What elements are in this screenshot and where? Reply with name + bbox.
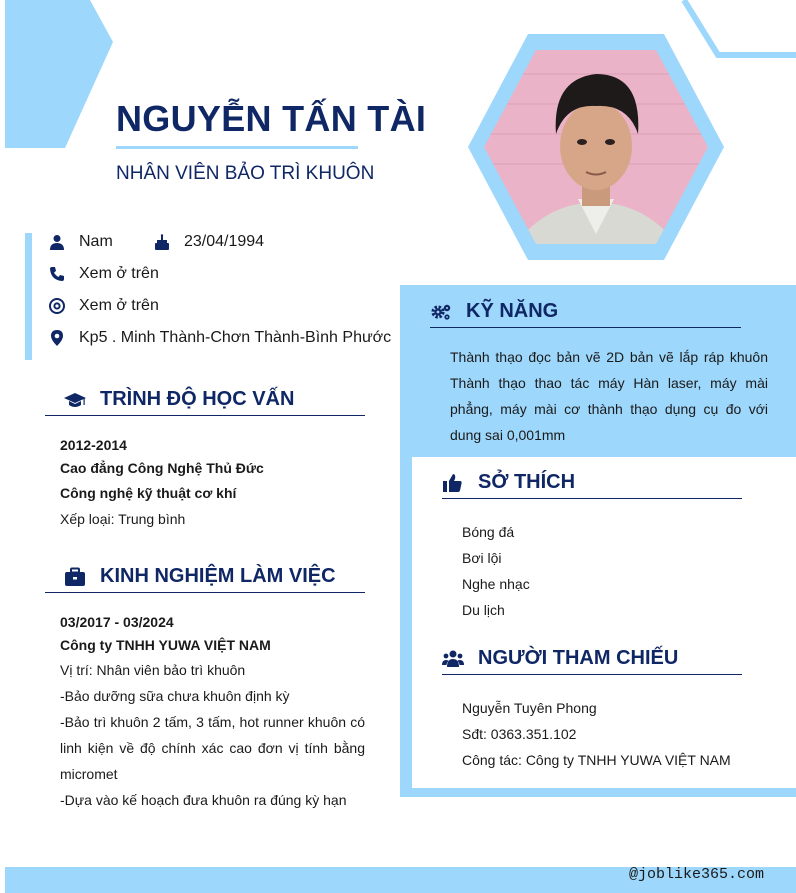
hobbies-title: SỞ THÍCH (478, 471, 576, 493)
duty-item: -Bảo trì khuôn 2 tấm, 3 tấm, hot runner khuôn có linh kiện về độ chính xác cao đơn vị tính bằng micromet (60, 714, 365, 782)
duty-item: -Bảo dưỡng sữa chưa khuôn định kỳ (60, 688, 290, 704)
email-value: Xem ở trên (79, 297, 159, 314)
hobby-item: Du lịch (462, 602, 505, 618)
skills-title: KỸ NĂNG (466, 300, 559, 322)
footer-watermark: @joblike365.com (628, 866, 764, 883)
birthday-cake-icon (154, 234, 170, 250)
user-icon (49, 234, 65, 250)
graduation-cap-icon (64, 390, 86, 410)
job-title: NHÂN VIÊN BẢO TRÌ KHUÔN (116, 163, 375, 184)
experience-heading (64, 565, 336, 588)
birthday-value: 23/04/1994 (184, 233, 265, 250)
gender-value: Nam (79, 233, 113, 250)
thumbs-up-icon (442, 473, 464, 493)
hobby-item: Bóng đá (462, 524, 515, 540)
hobby-item: Bơi lội (462, 550, 502, 566)
duty-item: -Dựa vào kế hoạch đưa khuôn ra đúng kỳ hạn (60, 792, 347, 808)
address-value: Kp5 . Minh Thành-Chơn Thành-Bình Phước (79, 329, 392, 346)
at-sign-icon (49, 298, 65, 314)
name-underline (116, 146, 358, 149)
skills-text: Thành thạo đọc bản vẽ 2D bản vẽ lắp ráp khuôn Thành thạo thao tác máy Hàn laser, máy mài phẳng, máy mài cơ thành thạo dụng cụ đo với dung sai 0,001mm (450, 349, 768, 443)
education-divider (45, 415, 365, 416)
hobby-item: Nghe nhạc (462, 576, 530, 592)
education-title: TRÌNH ĐỘ HỌC VẤN (100, 388, 295, 410)
briefcase-icon (64, 567, 86, 587)
phone-value: Xem ở trên (79, 265, 159, 282)
education-major: Công nghệ kỹ thuật cơ khí (60, 485, 237, 501)
phone-icon (49, 266, 65, 282)
corner-decoration-left (5, 0, 113, 148)
hobbies-divider (442, 498, 742, 499)
skills-heading (430, 300, 558, 323)
birthday-row (154, 233, 264, 251)
reference-phone: Sđt: 0363.351.102 (462, 726, 577, 742)
profile-photo (466, 34, 726, 260)
reference-name: Nguyễn Tuyên Phong (462, 700, 597, 716)
candidate-name: NGUYỄN TẤN TÀI (116, 98, 427, 139)
map-pin-icon (49, 330, 65, 346)
references-heading (442, 647, 678, 670)
references-divider (442, 674, 742, 675)
experience-duties (60, 683, 365, 813)
skills-divider (430, 327, 741, 328)
contact-accent-bar (25, 233, 32, 360)
references-title: NGƯỜI THAM CHIẾU (478, 647, 679, 669)
education-school: Cao đẳng Công Nghệ Thủ Đức (60, 460, 264, 476)
gears-icon (430, 302, 452, 322)
phone-row (49, 265, 159, 283)
experience-divider (45, 592, 365, 593)
users-icon (442, 649, 464, 669)
experience-period: 03/2017 - 03/2024 (60, 614, 174, 630)
experience-title: KINH NGHIỆM LÀM VIỆC (100, 565, 336, 587)
gender-row (49, 233, 113, 251)
experience-position: Vị trí: Nhân viên bảo trì khuôn (60, 662, 246, 678)
hobbies-heading (442, 471, 575, 494)
education-heading (64, 388, 294, 411)
education-period: 2012-2014 (60, 437, 127, 453)
experience-company: Công ty TNHH YUWA VIỆT NAM (60, 637, 271, 653)
email-row (49, 297, 159, 315)
education-rank: Xếp loại: Trung bình (60, 511, 186, 527)
address-row (49, 329, 391, 347)
reference-company: Công tác: Công ty TNHH YUWA VIỆT NAM (462, 752, 731, 768)
